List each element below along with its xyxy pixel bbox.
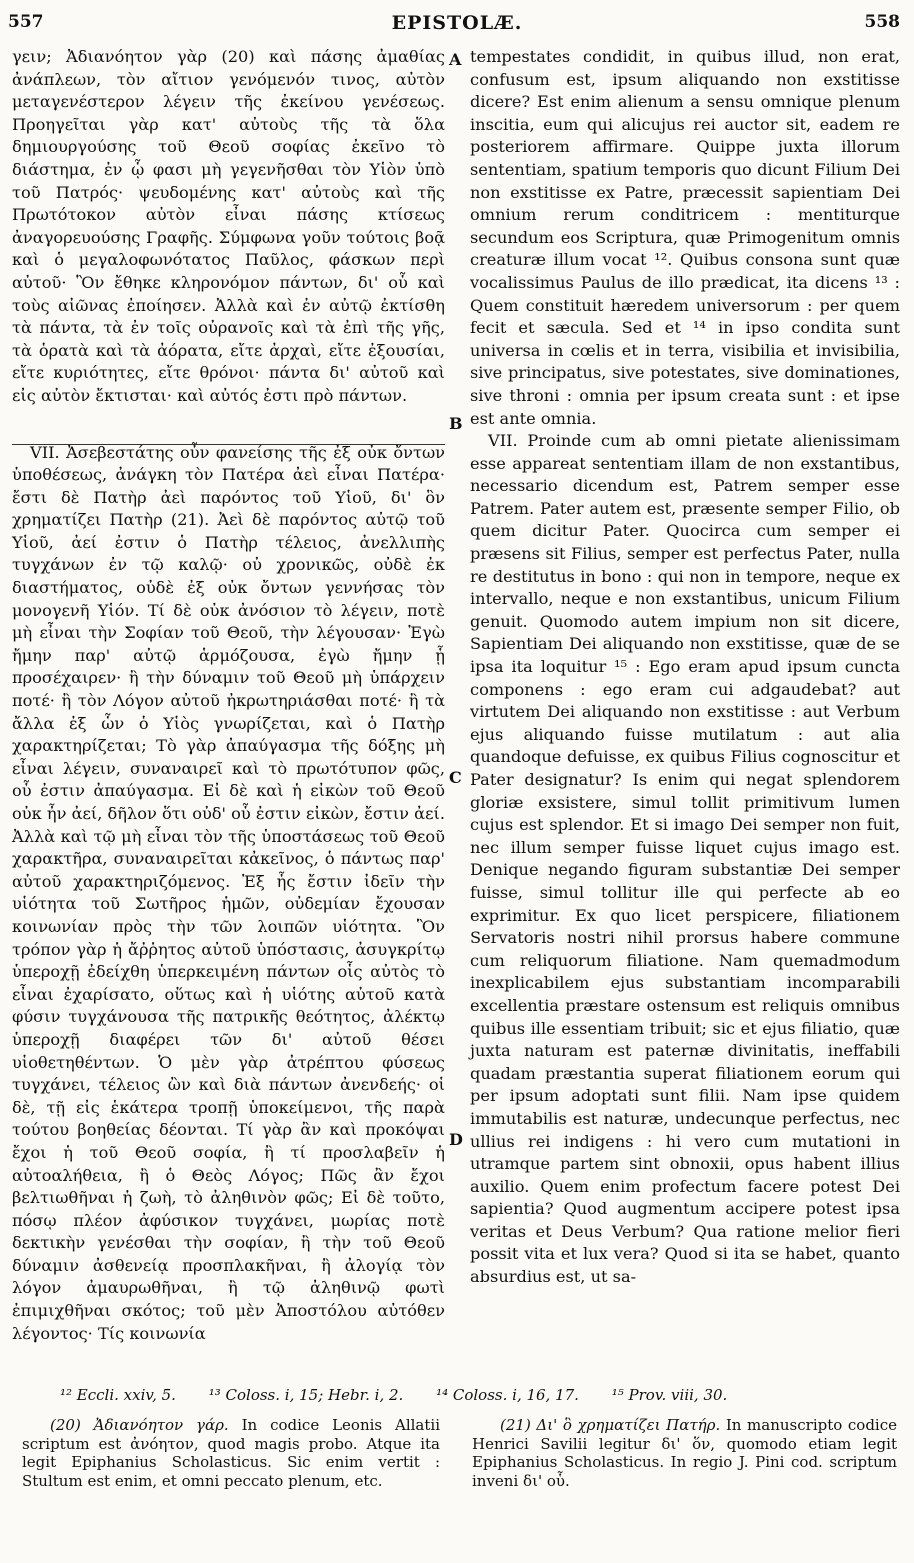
reference-13: ¹³ Coloss. i, 15; Hebr. i, 2. — [208, 1386, 404, 1404]
note-21-text: In manuscripto codice Henrici Savilii legitur δι' ὅν, quomodo etiam legit Epiphanius Scholasticus. In regio J. Pini cod. scriptum inveni δι' οὗ. — [472, 1416, 898, 1490]
page-number-left: 557 — [8, 12, 44, 32]
editorial-note-20 — [22, 1416, 440, 1490]
reference-12: ¹² Eccli. xxiv, 5. — [60, 1386, 176, 1404]
margin-letter-d: D — [449, 1130, 463, 1149]
editorial-note-21 — [472, 1416, 897, 1490]
running-title: EPISTOLÆ. — [391, 12, 523, 34]
latin-paragraph-2: VII. Proinde cum ab omni pietate alienissimam esse appareat sententiam illam de non exstantibus, necessario dicendum est, Patrem semper esse Patrem. Pater autem est, præsente semper Filio, ob quem dicitur Pater. Quocirca cum semper ei præsens sit Filius, semper est perfectus Pater, nulla re destitutus in bono : qui non in tempore, neque ex intervallo, neque e non exstantibus, unicum Filium genuit. Quomodo autem impium non sit dicere, Sapientiam Dei aliquando non exstitisse, quæ de se ipsa ita loquitur ¹⁵ : Ego eram apud ipsum cuncta componens : ego eram cui adgaudebat? aut virtutem Dei aliquando non exstitisse : aut Verbum ejus aliquando fuisse mutilatum : aut alia quandoque defuisse, ex quibus Filius cognoscitur et Pater designatur? Is enim qui negat splendorem gloriæ exsistere, simul tollit primitivum lumen cujus est splendor. Et si imago Dei semper non fuit, nec illum semper fuisse liquet cujus imago est. Denique negando figuram substantiæ Dei semper fuisse, simul tollitur ille qui perfecte ab eo exprimitur. Ex quo licet perspicere, filiationem Servatoris nostri nihil prorsus habere commune cum reliquorum filiatione. Nam quemadmodum inexplicabilem ejus substantiam incomparabili excellentia præstare ostensum est reliquis omnibus quibus ille essentiam tribuit; sic et ejus filiatio, quæ juxta naturam est paternæ divinitatis, ineffabili quadam præstantia superat filiationem eorum qui per ipsum adoptati sunt filii. Nam ipse quidem immutabilis est naturæ, undecunque perfectus, nec ullius rei indigens : hi vero cum mutationi in utramque partem sint obnoxii, opus habent illius auxilio. Quem enim profectum facere potest Dei sapientia? Quod augmentum accipere potest ipsa veritas et Deus Verbum? Qua ratione melior fieri possit vita et lux vera? Quod si ita se habet, quanto absurdius est, ut sa- — [470, 431, 900, 1287]
latin-column — [470, 46, 900, 1289]
column-divider-rule — [12, 444, 445, 445]
greek-paragraph-1: γειν; Ἀδιανόητον γὰρ (20) καὶ πάσης ἀμαθίας ἀνάπλεων, τὸν αἴτιον γενόμενόν τινος, αὐτὸν μεταγενέστερον λέγειν τῆς ἐκείνου γενέσεως. Προηγεῖται γὰρ κατ' αὐτοὺς τῆς τὰ ὅλα δημιουργούσης τοῦ Θεοῦ σοφίας ἐκεῖνο τὸ διάστημα, ἐν ᾧ φασι μὴ γεγενῆσθαι τὸν Υἱὸν ὑπὸ τοῦ Πατρός· ψευδομένης κατ' αὐτοὺς καὶ τῆς Πρωτότοκον αὐτὸν εἶναι πάσης κτίσεως ἀναγορευούσης Γραφῆς. Σύμφωνα γοῦν τούτοις βοᾷ καὶ ὁ μεγαλοφωνότατος Παῦλος, φάσκων περὶ αὐτοῦ· Ὃν ἔθηκε κληρονόμον πάντων, δι' οὗ καὶ τοὺς αἰῶνας ἐποίησεν. Ἀλλὰ καὶ ἐν αὐτῷ ἐκτίσθη τὰ πάντα, τὰ ἐν τοῖς οὐρανοῖς καὶ τὰ ἐπὶ τῆς γῆς, τὰ ὁρατὰ καὶ τὰ ἀόρατα, εἴτε ἀρχαὶ, εἴτε ἐξουσίαι, εἴτε κυριότητες, εἴτε θρόνοι· πάντα δι' αὐτοῦ καὶ εἰς αὐτὸν ἔκτισται· καὶ αὐτός ἐστι πρὸ πάντων. — [12, 47, 445, 405]
scripture-references — [60, 1386, 755, 1404]
note-21-label: (21) Δι' ὃ χρηματίζει Πατήρ. — [500, 1416, 721, 1434]
page-header — [0, 0, 914, 40]
margin-letter-a: A — [449, 50, 462, 69]
page-number-right: 558 — [864, 12, 900, 32]
margin-letter-b: B — [449, 414, 463, 433]
margin-letter-c: C — [449, 768, 462, 787]
latin-paragraph-1: tempestates condidit, in quibus illud, non erat, confusum est, ipsum aliquando non exstitisse dicere? Est enim alienum a sensu omnique plenum inscitia, eum qui alicujus rei auctor sit, eadem re posteriorem affirmare. Quippe juxta illorum sententiam, spatium temporis quo dicunt Filium Dei non exstitisse ex Patre, præcessit sapientiam Dei omnium rerum conditricem : mentiturque secundum eos Scriptura, quæ Primogenitum omnis creaturæ illum vocat ¹². Quibus consona sunt quæ vocalissimus Paulus de illo prædicat, ita dicens ¹³ : Quem constituit hæredem universorum : per quem fecit et sæcula. Sed et ¹⁴ in ipso condita sunt universa in cœlis et in terra, visibilia et invisibilia, sive principatus, sive potestates, sive dominationes, sive throni : omnia per ipsum creata sunt : et ipse est ante omnia. — [470, 47, 900, 428]
note-20-label: (20) Ἀδιανόητον γάρ. — [50, 1416, 229, 1434]
reference-14: ¹⁴ Coloss. i, 16, 17. — [436, 1386, 579, 1404]
greek-column — [12, 46, 445, 1345]
note-20-text: In codice Leonis Allatii scriptum est ἀνόητον, quod magis probo. Atque ita legit Epiphanius Scholasticus. Sic enim vertit : Stultum est enim, et omni peccato plenum, etc. — [22, 1416, 440, 1490]
reference-15: ¹⁵ Prov. viii, 30. — [611, 1386, 728, 1404]
greek-paragraph-2: VII. Ἀσεβεστάτης οὖν φανείσης τῆς ἐξ οὐκ ὄντων ὑποθέσεως, ἀνάγκη τὸν Πατέρα ἀεὶ εἶναι Πατέρα· ἔστι δὲ Πατὴρ ἀεὶ παρόντος τοῦ Υἱοῦ, δι' ὃν χρηματίζει Πατὴρ (21). Ἀεὶ δὲ παρόντος αὐτῷ τοῦ Υἱοῦ, ἀεί ἐστιν ὁ Πατὴρ τέλειος, ἀνελλιπὴς τυγχάνων ἐν τῷ καλῷ· οὐ χρονικῶς, οὐδὲ ἐκ διαστήματος, οὐδὲ ἐξ οὐκ ὄντων γεννήσας τὸν μονογενῆ Υἱόν. Τί δὲ οὐκ ἀνόσιον τὸ λέγειν, ποτὲ μὴ εἶναι τὴν Σοφίαν τοῦ Θεοῦ, τὴν λέγουσαν· Ἐγὼ ἤμην παρ' αὐτῷ ἁρμόζουσα, ἐγὼ ἤμην ᾗ προσέχαιρεν· ἢ τὴν δύναμιν τοῦ Θεοῦ μὴ ὑπάρχειν ποτέ· ἢ τὸν Λόγον αὐτοῦ ἠκρωτηριάσθαι ποτέ· ἢ τὰ ἄλλα ἐξ ὧν ὁ Υἱὸς γνωρίζεται, καὶ ὁ Πατὴρ χαρακτηρίζεται; Τὸ γὰρ ἀπαύγασμα τῆς δόξης μὴ εἶναι λέγειν, συναναιρεῖ καὶ τὸ πρωτότυπον φῶς, οὗ ἐστιν ἀπαύγασμα. Εἰ δὲ καὶ ἡ εἰκὼν τοῦ Θεοῦ οὐκ ἦν ἀεί, δῆλον ὅτι οὐδ' οὗ ἐστιν εἰκὼν, ἔστιν ἀεί. Ἀλλὰ καὶ τῷ μὴ εἶναι τὸν τῆς ὑποστάσεως τοῦ Θεοῦ χαρακτῆρα, συναναιρεῖται κἀκεῖνος, ὁ πάντως παρ' αὐτοῦ χαρακτηριζόμενος. Ἐξ ἧς ἔστιν ἰδεῖν τὴν υἱότητα τοῦ Σωτῆρος ἡμῶν, οὐδεμίαν ἔχουσαν κοινωνίαν πρὸς τὴν τῶν λοιπῶν υἱότητα. Ὃν τρόπον γὰρ ἡ ἄῤῥητος αὐτοῦ ὑπόστασις, ἀσυγκρίτῳ ὑπεροχῇ ἐδείχθη ὑπερκειμένη πάντων οἷς αὐτὸς τὸ εἶναι ἐχαρίσατο, οὕτως καὶ ἡ υἱότης αὐτοῦ κατὰ φύσιν τυγχάνουσα τῆς πατρικῆς θεότητος, ἀλέκτῳ ὑπεροχῇ διαφέρει τῶν δι' αὐτοῦ θέσει υἱοθετηθέντων. Ὁ μὲν γὰρ ἀτρέπτου φύσεως τυγχάνει, τέλειος ὢν καὶ διὰ πάντων ἀνενδεής· οἱ δὲ, τῇ εἰς ἑκάτερα τροπῇ ὑποκείμενοι, τῆς παρὰ τούτου βοηθείας δέονται. Τί γὰρ ἂν καὶ προκόψαι ἔχοι ἡ τοῦ Θεοῦ σοφία, ἢ τί προσλαβεῖν ἡ αὐτοαλήθεια, ἢ ὁ Θεὸς Λόγος; Πῶς ἂν ἔχοι βελτιωθῆναι ἡ ζωὴ, τὸ ἀληθινὸν φῶς; Εἰ δὲ τοῦτο, πόσῳ πλέον ἀφύσικον τυγχάνει, μωρίας ποτὲ δεκτικὴν γενέσθαι τὴν σοφίαν, ἢ τὴν τοῦ Θεοῦ δύναμιν ἀσθενείᾳ προσπλακῆναι, ἢ ἀλογίᾳ τὸν λόγον ἀμαυρωθῆναι, ἢ τῷ ἀληθινῷ φωτὶ ἐπιμιχθῆναι σκότος; τοῦ μὲν Ἀποστόλου αὐτόθεν λέγοντος· Τίς κοινωνία — [12, 442, 445, 1343]
